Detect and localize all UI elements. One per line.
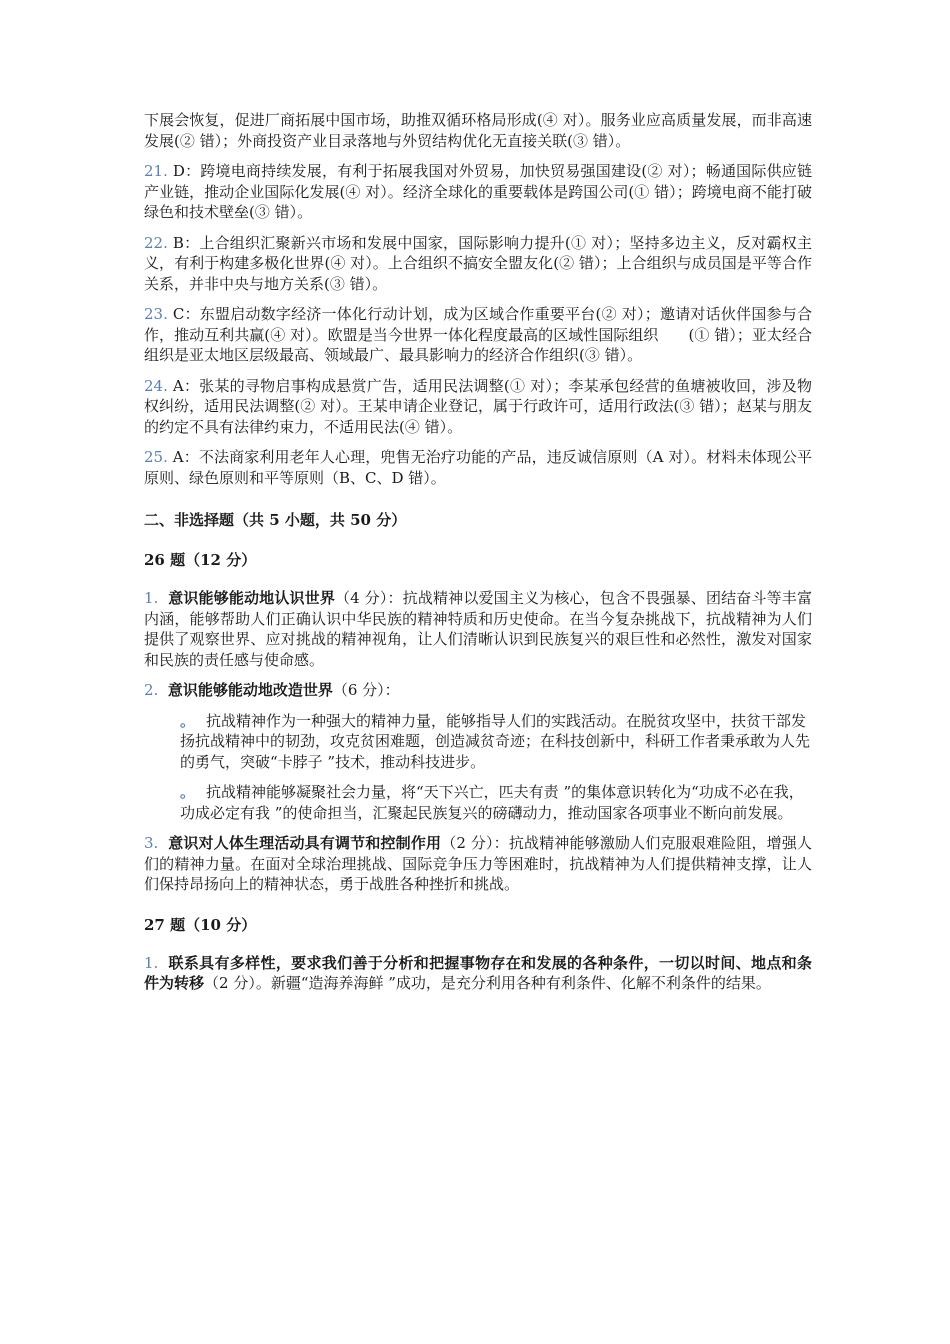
item-number: 24. xyxy=(144,376,168,395)
q27-point-1: 1. 联系具有多样性，要求我们善于分析和把握事物存在和发展的各种条件，一切以时间、地点和条件为转移（2 分）。新疆“造海养海鲜 ”成功，是充分利用各种有利条件、化解不利条件的结果。 xyxy=(144,953,812,992)
bullet-icon: 。 xyxy=(180,783,196,801)
answer-24: 24. A：张某的寻物启事构成悬赏广告，适用民法调整(① 对）；李某承包经营的鱼塘被收回，涉及物权纠纷，适用民法调整(② 对）。王某申请企业登记，属于行政许可，适用行政法(③ 错）；赵某与朋友的约定不具有法律约束力，不适用民法(④ 错）。 xyxy=(144,376,812,436)
q26-point-1: 1. 意识能够能动地认识世界（4 分）：抗战精神以爱国主义为核心，包含不畏强暴、团结奋斗等丰富内涵，能够帮助人们正确认识中华民族的精神特质和历史使命。在当今复杂挑战下，抗战精神为人们提供了观察世界、应对挑战的精神视角，让人们清晰认识到民族复兴的艰巨性和必然性，激发对国家和民族的责任感与使命感。 xyxy=(144,589,812,669)
q26-bullet-2: 。 抗战精神能够凝聚社会力量，将“天下兴亡，匹夫有责 ”的集体意识转化为“功成不必在我，功成必定有我 ”的使命担当，汇聚起民族复兴的磅礴动力，推动国家各项事业不断向前发展。 xyxy=(180,783,804,822)
point-title: 意识对人体生理活动具有调节和控制作用 xyxy=(168,834,442,852)
item-number: 23. xyxy=(144,305,168,323)
item-number: 1. xyxy=(144,953,159,972)
answer-20-continued: 下展会恢复，促进厂商拓展中国市场，助推双循环格局形成(④ 对）。服务业应高质量发展，而非高速发展(② 错）；外商投资产业目录落地与外贸结构优化无直接关联(③ 错）。 xyxy=(144,111,812,150)
item-number: 1. xyxy=(144,589,159,607)
answer-25: 25. A：不法商家利用老年人心理，兜售无治疗功能的产品，违反诚信原则（A 对）。材料未体现公平原则、绿色原则和平等原则（B、C、D 错）。 xyxy=(144,448,812,487)
question-26-heading: 26 题（12 分） xyxy=(144,551,257,569)
item-number: 25. xyxy=(144,448,168,466)
q26-point-2: 2. 意识能够能动地改造世界（6 分）： xyxy=(144,681,400,699)
answer-22: 22. B：上合组织汇聚新兴市场和发展中国家，国际影响力提升(① 对）；坚持多边主义，反对霸权主义，有利于构建多极化世界(④ 对）。上合组织不搞安全盟友化(② 错）；上合组织与成员国是平等合作关系，并非中央与地方关系(③ 错）。 xyxy=(144,233,812,293)
answer-21: 21. D：跨境电商持续发展，有利于拓展我国对外贸易，加快贸易强国建设(② 对）；畅通国际供应链产业链，推动企业国际化发展(④ 对）。经济全球化的重要载体是跨国公司(① 错）；跨境电商不能打破绿色和技术壁垒(③ 错）。 xyxy=(144,162,812,221)
q26-bullet-1: 。 抗战精神作为一种强大的精神力量，能够指导人们的实践活动。在脱贫攻坚中，扶贫干部发扬抗战精神中的韧劲，攻克贫困难题，创造减贫奇迹；在科技创新中，科研工作者秉承敢为人先的勇气，突破“卡脖子 ”技术，推动科技进步。 xyxy=(180,711,811,771)
item-number: 22. xyxy=(144,233,168,252)
bullet-icon: 。 xyxy=(180,711,196,730)
item-number: 3. xyxy=(144,834,159,852)
point-title: 意识能够能动地认识世界 xyxy=(168,589,336,607)
item-number: 21. xyxy=(144,162,168,180)
answer-23: 23. C：东盟启动数字经济一体化行动计划，成为区域合作重要平台(② 对）；邀请对话伙伴国参与合作，推动互利共赢(④ 对）。欧盟是当今世界一体化程度最高的区域性国际组织 (① 错）；亚太经合组织是亚太地区层级最高、领域最广、最具影响力的经济合作组织(③ 错）。 xyxy=(144,305,812,364)
item-number: 2. xyxy=(144,681,159,699)
document-page xyxy=(144,110,812,1004)
section-2-heading: 二、非选择题（共 5 小题，共 50 分） xyxy=(144,511,407,529)
point-title: 意识能够能动地改造世界 xyxy=(167,681,333,699)
point-title: 联系具有多样性，要求我们善于分析和把握事物存在和发展的各种条件，一切以时间、地点和条件为转移 xyxy=(144,953,812,992)
question-27-heading: 27 题（10 分） xyxy=(144,915,257,934)
q26-point-3: 3. 意识对人体生理活动具有调节和控制作用（2 分）：抗战精神能够激励人们克服艰难险阻，增强人们的精神力量。在面对全球治理挑战、国际竞争压力等困难时，抗战精神为人们提供精神支撑，让人们保持昂扬向上的精神状态，勇于战胜各种挫折和挑战。 xyxy=(144,834,812,893)
